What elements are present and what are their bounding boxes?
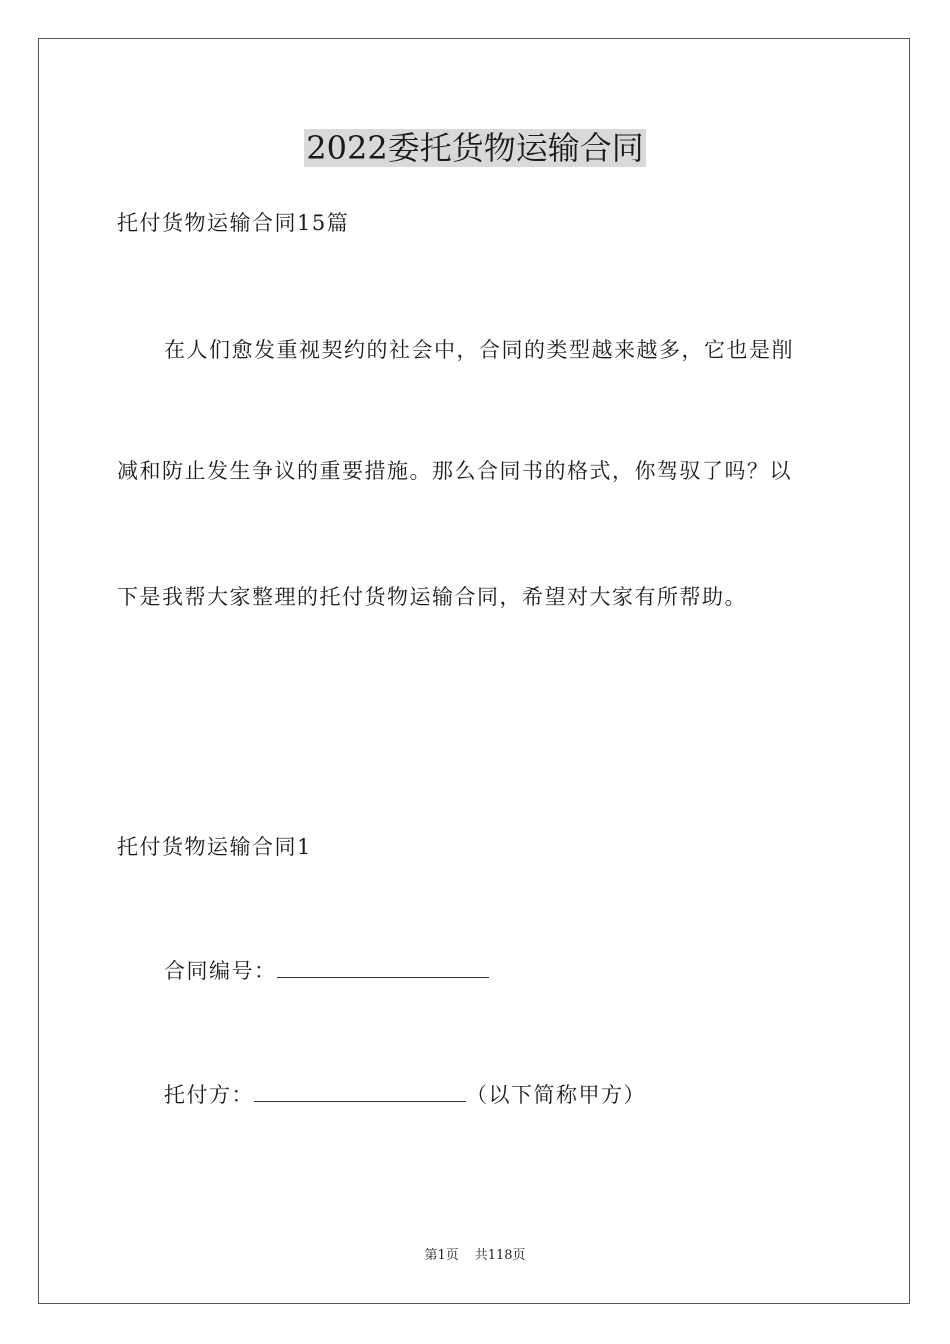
page-number: 第1页 (424, 1248, 459, 1263)
consignor-note: （以下简称甲方） (466, 1083, 646, 1107)
document-title-text: 2022委托货物运输合同 (306, 129, 644, 167)
consignor-field (164, 1080, 646, 1110)
document-title (0, 126, 950, 170)
intro-line-2: 减和防止发生争议的重要措施。那么合同书的格式，你驾驭了吗？以 (117, 459, 792, 483)
intro-line-3: 下是我帮大家整理的托付货物运输合同，希望对大家有所帮助。 (117, 585, 747, 609)
contract-number-field (164, 956, 489, 986)
page-footer (0, 1246, 950, 1266)
consignor-blank (254, 1083, 466, 1102)
contract-number-blank (277, 959, 489, 978)
section-heading: 托付货物运输合同1 (117, 835, 312, 859)
total-pages: 共118页 (474, 1248, 526, 1263)
consignor-label: 托付方： (164, 1083, 254, 1107)
intro-line-1: 在人们愈发重视契约的社会中，合同的类型越来越多，它也是削 (164, 338, 794, 362)
contract-number-label: 合同编号： (164, 959, 277, 983)
document-subtitle: 托付货物运输合同15篇 (117, 211, 350, 235)
